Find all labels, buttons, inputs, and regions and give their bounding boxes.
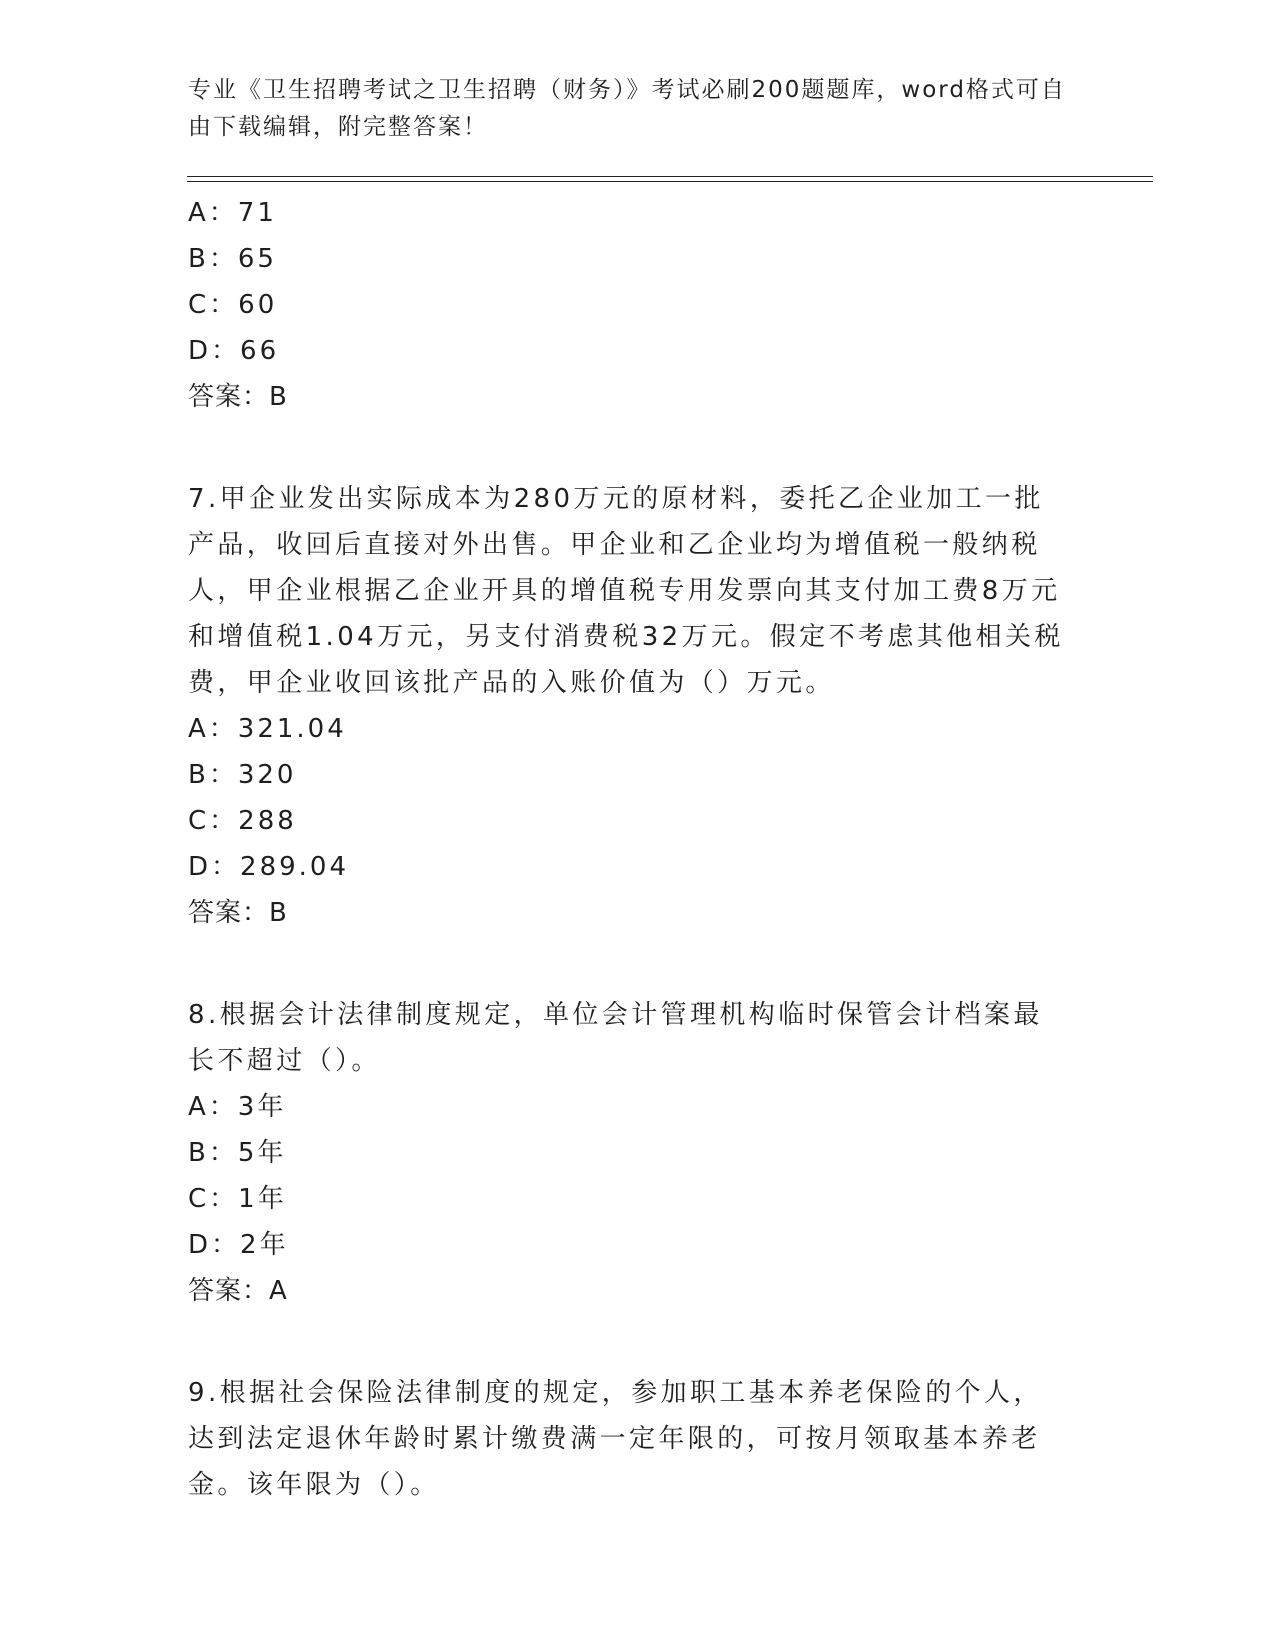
option-b: B：320 [188, 760, 297, 790]
option-a: A：71 [188, 198, 277, 228]
option-b: B：5年 [188, 1138, 287, 1168]
answer: 答案：A [188, 1276, 288, 1306]
option-d: D：289.04 [188, 852, 349, 882]
question-9 [188, 1370, 1068, 1508]
option-c: C：288 [188, 806, 297, 836]
option-a: A：321.04 [188, 714, 347, 744]
option-b: B：65 [188, 244, 277, 274]
question-text: 9.根据社会保险法律制度的规定，参加职工基本养老保险的个人，达到法定退休年龄时累计缴费满一定年限的，可按月领取基本养老金。该年限为（）。 [188, 1378, 1043, 1500]
question-7 [188, 476, 1068, 936]
answer: 答案：B [188, 382, 288, 412]
option-d: D：2年 [188, 1230, 289, 1260]
answer: 答案：B [188, 898, 288, 928]
option-d: D：66 [188, 336, 280, 366]
document-header: 专业《卫生招聘考试之卫生招聘（财务）》考试必刷200题题库，word格式可自由下载编辑，附完整答案！ [188, 77, 1066, 140]
document-body [188, 190, 1068, 1508]
header-divider-top [187, 176, 1153, 177]
question-8 [188, 992, 1068, 1314]
option-c: C：1年 [188, 1184, 287, 1214]
question-6-tail [188, 190, 1068, 420]
question-text: 8.根据会计法律制度规定，单位会计管理机构临时保管会计档案最长不超过（）。 [188, 1000, 1043, 1076]
option-c: C：60 [188, 290, 278, 320]
header-divider-bottom [187, 181, 1153, 182]
option-a: A：3年 [188, 1092, 287, 1122]
question-text: 7.甲企业发出实际成本为280万元的原材料，委托乙企业加工一批产品，收回后直接对外出售。甲企业和乙企业均为增值税一般纳税人，甲企业根据乙企业开具的增值税专用发票向其支付加工费8万元和增值税1.04万元，另支付消费税32万元。假定不考虑其他相关税费，甲企业收回该批产品的入账价值为（）万元。 [188, 484, 1064, 698]
